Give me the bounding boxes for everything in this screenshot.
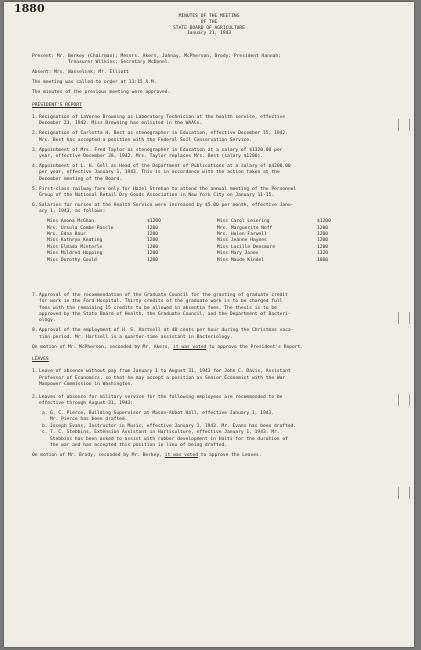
item-text: tion period. Mr. Hartsell is a quarter-time assistant in Bacteriology. xyxy=(39,334,233,340)
motion-text: to approve the President's Report. xyxy=(206,344,304,350)
header-date: January 21, 1943 xyxy=(186,31,232,37)
report-item xyxy=(32,293,380,325)
minutes-body xyxy=(32,54,380,459)
margin-mark xyxy=(398,119,410,131)
item-text: for work in the Ford Hospital. Thirty credits of the graduate work is to be charged full xyxy=(39,299,283,305)
margin-mark xyxy=(398,312,410,324)
nurse-salary: 1200 xyxy=(147,238,159,244)
header-line: STATE BOARD OF AGRICULTURE xyxy=(173,25,245,31)
nurse-name: Miss Elmada Minterle xyxy=(47,244,103,250)
item-letter: c. xyxy=(42,430,48,436)
nurse-salary: 1320 xyxy=(317,251,329,257)
item-text: approved by the State Board of Health, the Graduate Council, and the Department of Bacteri- xyxy=(39,311,291,317)
item-text: Approval of the employment of H. S. Hartsell at 40 cents per hour during the Christmas vaca- xyxy=(39,328,294,334)
item-text: Stebbins has been asked to assist with rubber development in Haiti for the duration of xyxy=(50,436,288,442)
absent-line: Absent: Mrs. Wasselink; Mr. Elliott xyxy=(32,70,129,76)
presidents-report-heading: PRESIDENT'S REPORT xyxy=(32,102,82,108)
item-letter: b. xyxy=(42,423,48,429)
nurse-column-left xyxy=(47,219,187,264)
page-number: 1880 xyxy=(14,2,45,15)
nurse-name: Miss Lucille Densmore xyxy=(217,244,276,250)
item-number: 4. xyxy=(32,163,38,169)
report-item xyxy=(32,328,380,341)
motion-text: to approve the Leaves. xyxy=(197,452,262,458)
item-text: Leaves of absence for military service for the following employees are recommended to be xyxy=(39,394,283,400)
nurse-salary: 1200 xyxy=(317,225,329,231)
item-number: 7. xyxy=(32,292,38,298)
nurse-salary: 1080 xyxy=(317,257,329,263)
nurse-row xyxy=(47,258,187,264)
nurse-name: Mrs. Edna Baur xyxy=(47,232,86,237)
report-item xyxy=(32,115,380,128)
item-text: First-class railway fare only for Hazel Strehan to attend the annual meeting of the Personnel xyxy=(39,186,297,192)
item-text: Professor of Economics, so that he may accept a position as Senior Economist with the War xyxy=(39,375,286,381)
nurse-salary: 1200 xyxy=(317,244,329,250)
item-text: Appointment of L. H. Gell as Head of the Department of Publications at a salary of $4200.00 xyxy=(39,163,291,169)
item-text: Resignation of Carlotta H. Best as stenographer in Education, effective December 15, 1942. xyxy=(39,131,288,137)
presidents-report-items xyxy=(32,293,380,345)
report-item xyxy=(32,131,380,144)
nurse-salary: 1200 xyxy=(147,251,159,257)
nurse-salary: 1200 xyxy=(147,257,159,263)
report-item-6 xyxy=(32,203,380,216)
item-text: Approval of the recommendation of the Graduate Council for the granting of graduate credit xyxy=(39,292,288,298)
item-number: 2. xyxy=(32,131,38,137)
nurse-salary: 1200 xyxy=(147,244,159,250)
nurse-name: Mrs. Ursula Combe Pascle xyxy=(47,225,114,231)
nurse-salary: 1200 xyxy=(317,238,329,244)
military-leave-item xyxy=(32,411,380,424)
motion-voted: it was voted xyxy=(164,452,198,458)
presidents-report-items xyxy=(32,115,380,203)
nurse-salary: 1200 xyxy=(317,232,329,237)
item-number: 1. xyxy=(32,369,38,375)
item-text: year, effective December 28, 1942. Mrs. Taylor replaces Mrs. Best (salary $1200). xyxy=(39,153,264,159)
minutes-page xyxy=(4,2,414,647)
item-text: ology. xyxy=(39,318,56,324)
nurse-salary: 1200 xyxy=(147,225,159,231)
header-line: OF THE xyxy=(200,19,218,25)
item-text: Leave of absence without pay from January 1 to August 31, 1943 for John C. Davis, Assistant xyxy=(39,369,291,375)
motion-text: On motion of Mr. Brody, seconded by Mr. Berkey, xyxy=(32,452,165,458)
nurse-name: Miss Kathryn Keating xyxy=(47,238,103,244)
item-number: 8. xyxy=(32,328,38,334)
motion-text: On motion of Mr. McPherson, seconded by Mr. Akers, xyxy=(32,344,174,350)
report-item xyxy=(32,187,380,200)
item-text: fees with the remaining 15 credits to be allowed in absentia fees. The thesis is to be xyxy=(39,305,277,311)
nurse-name: Miss Dorothy Gould xyxy=(47,257,97,263)
item-text: December 23, 1942. Miss Browning has enlisted in the WAACs. xyxy=(39,121,203,127)
present-line: Treasurer Wilkins; Secretary McDonel. xyxy=(68,60,171,66)
nurse-name: Miss Mary Jones xyxy=(217,251,259,257)
item-text: T. C. Stebbins, Extension Assistant in Horticulture, effective January 1, 1943. Mr. xyxy=(50,430,280,436)
document-header xyxy=(4,14,414,37)
nurse-salary: 1200 xyxy=(147,232,159,237)
minutes-approved: The minutes of the previous meeting were approved. xyxy=(32,90,171,96)
item-text: Mr. Pierce has been drafted. xyxy=(50,417,128,423)
item-text: Mrs. Best has accepted a position with the Federal Soil Conservation Service. xyxy=(39,137,252,143)
report-item xyxy=(32,148,380,161)
header-line: MINUTES OF THE MEETING xyxy=(178,14,240,19)
margin-mark xyxy=(398,487,410,499)
item-number: 3. xyxy=(32,147,38,153)
nurse-salary-table xyxy=(32,219,380,289)
item-text: ary 1, 1943, as follows: xyxy=(39,209,106,215)
item-text: December meeting of the Board. xyxy=(39,176,122,182)
leave-item-1 xyxy=(32,369,380,388)
item-number: 6. xyxy=(32,202,38,208)
report-item xyxy=(32,164,380,183)
item-text: Salaries for nurses at the Health Service were increased by $5.00 per month, effective Janu- xyxy=(39,202,294,208)
item-text: effective through August 31, 1943: xyxy=(39,401,134,406)
nurse-name: Miss Jeanne Haynes xyxy=(217,238,267,244)
item-letter: a. xyxy=(42,410,48,416)
nurse-salary: $1200 xyxy=(147,219,161,225)
item-text: Manpower Commission in Washington. xyxy=(39,382,134,388)
item-text: Resignation of LaVerne Browning as Laboratory Technician at the health service, effective xyxy=(39,114,286,120)
nurse-name: Miss Anona McGhan xyxy=(47,219,95,225)
nurse-name: Mrs. Marguerite Neff xyxy=(217,225,273,231)
called-to-order: The meeting was called to order at 11:15 A.M. xyxy=(32,80,157,86)
item-number: 5. xyxy=(32,186,38,192)
item-text: G. C. Pierce, Building Supervisor at Mason-Abbot Hall, effective January 1, 1943. xyxy=(50,410,275,416)
margin-mark xyxy=(398,394,410,406)
leaves-heading: LEAVES xyxy=(32,356,49,362)
present-line: Present: Mr. Berkey (Chairman); Messrs. Akers, Jahnay, McPherson, Brody; President Hannah; xyxy=(32,54,281,59)
military-leave-item xyxy=(32,430,380,449)
item-text: Group of the National Retail Dry Goods Association in New York City on January 11-15. xyxy=(39,193,275,198)
item-text: the war and has accepted this position in lieu of being drafted. xyxy=(50,442,228,448)
item-text: Joseph Evans, Instructor in Music, effective January 1, 1943. Mr. Evans has been drafted. xyxy=(50,423,297,429)
motion-voted: it was voted xyxy=(173,344,207,350)
nurse-name: Miss Carol Leiering xyxy=(217,219,270,225)
item-text: Appointment of Mrs. Fred Taylor as stenographer in Education at a salary of $1320.00 per xyxy=(39,147,283,153)
nurse-name: Miss Maude Kindel xyxy=(217,257,265,263)
nurse-column-right xyxy=(217,219,357,264)
motion-leaves xyxy=(32,453,380,459)
nurse-row xyxy=(217,258,357,264)
nurse-salary: $1200 xyxy=(317,219,331,225)
item-text: per year, effective January 1, 1943. This is in accordance with the action taken at the xyxy=(39,170,280,176)
item-number: 1. xyxy=(32,114,38,120)
item-number: 2. xyxy=(32,394,38,400)
military-leaves xyxy=(32,411,380,449)
nurse-name: Miss Mildred Hopping xyxy=(47,251,103,257)
leave-item-2 xyxy=(32,395,380,408)
nurse-name: Mrs. Helen Farwell xyxy=(217,232,267,237)
